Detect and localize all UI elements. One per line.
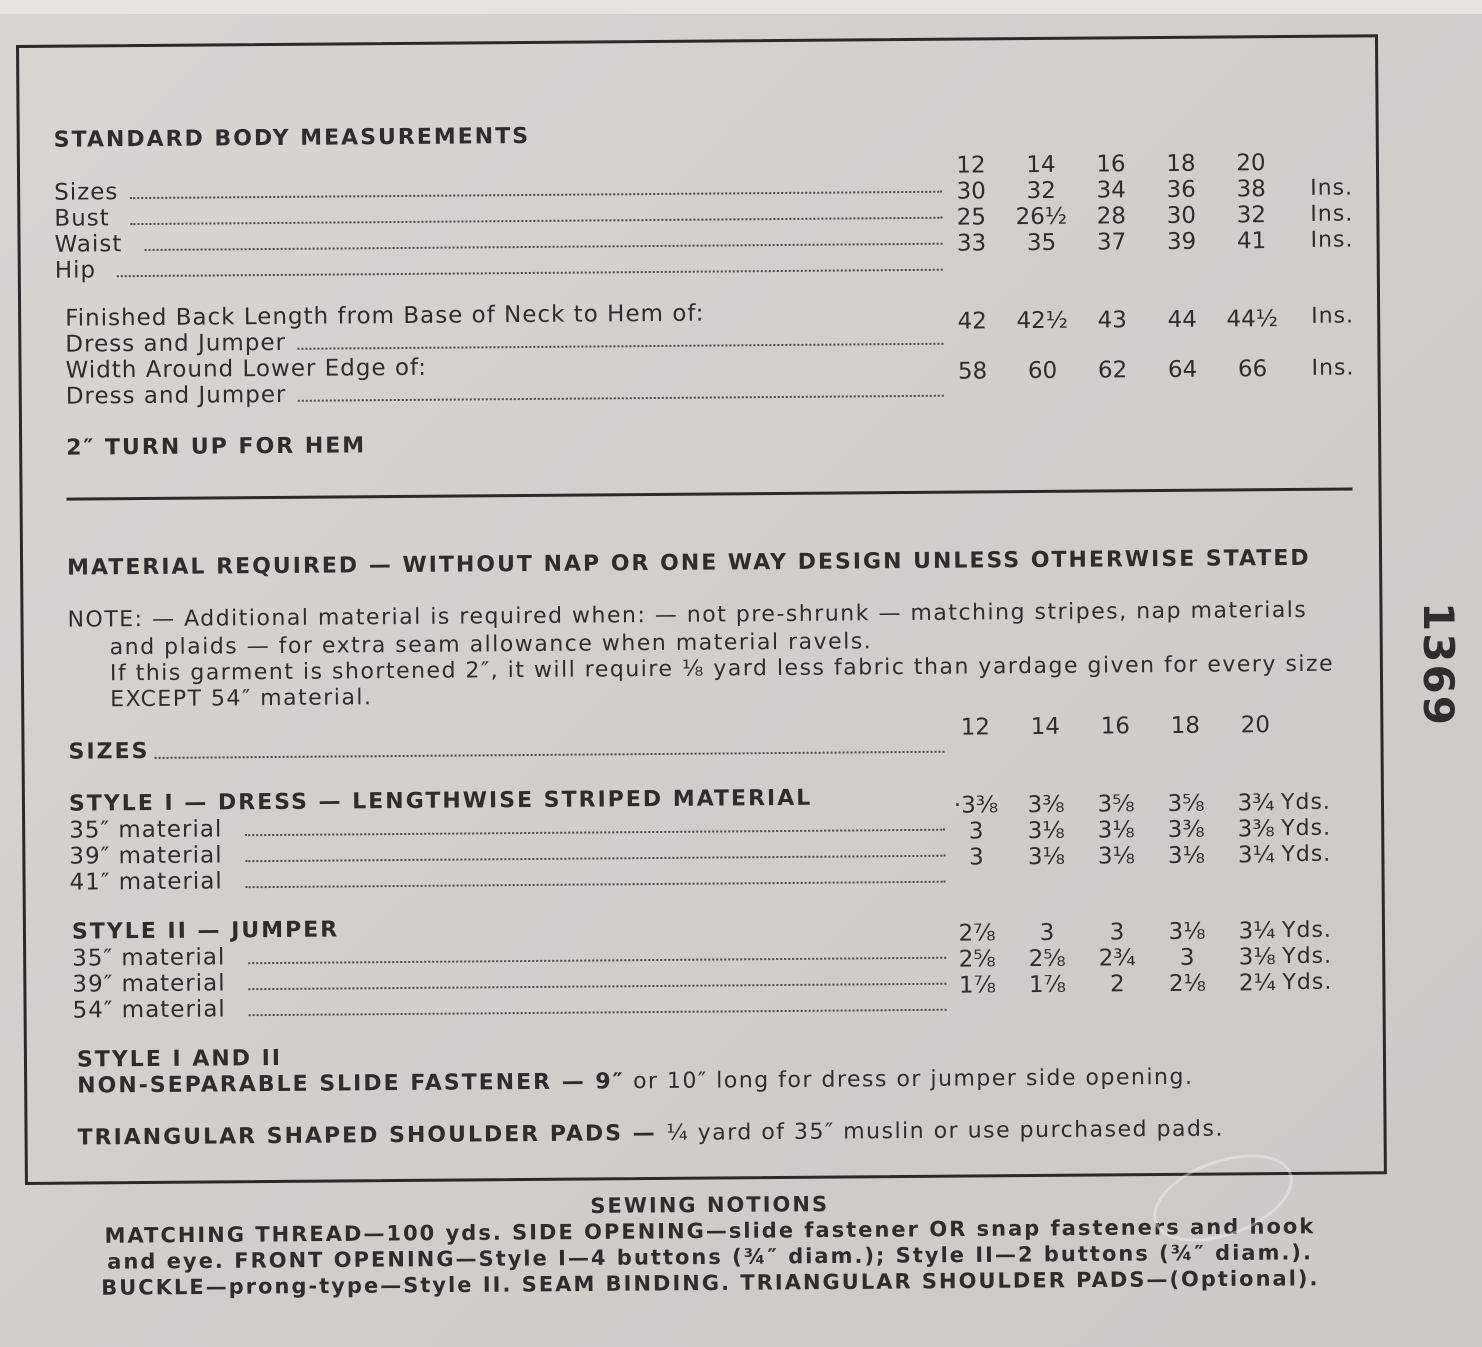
yardage-value: 3 <box>968 844 984 871</box>
material-size: 20 <box>1240 712 1271 739</box>
notions-line: BUCKLE—prong-type—Style II. SEAM BINDING. TRIANGULAR SHOULDER PADS—(Optional). <box>101 1266 1320 1300</box>
style2-heading: STYLE II — JUMPER <box>71 917 340 945</box>
yardage-value: 3¼ <box>1237 842 1275 869</box>
fastener-rest: or 10″ long for dress or jumper side opening. <box>624 1064 1194 1095</box>
hip-value: 37 <box>1096 229 1127 256</box>
pads-line <box>77 1117 1224 1151</box>
leader-line <box>245 855 945 862</box>
section-divider <box>67 488 1353 501</box>
yardage-value: 2¾ <box>1098 945 1136 972</box>
back-length-value: 42 <box>957 308 987 335</box>
unit-label: Ins. <box>1310 175 1354 201</box>
bust-value: 38 <box>1236 176 1266 203</box>
style-both-heading: STYLE I AND II <box>76 1045 283 1073</box>
yardage-value: 3⅛ <box>1168 918 1206 945</box>
yardage-value: 3⅜ <box>1237 816 1275 843</box>
yardage-value: 3¾ <box>1237 790 1275 817</box>
bust-value: 36 <box>1166 176 1196 203</box>
yardage-value: 2⅝ <box>958 946 996 973</box>
pattern-number: 1369 <box>1413 602 1463 727</box>
unit-label: Yds. <box>1281 815 1332 842</box>
yardage-value: 3¼ <box>1238 918 1276 945</box>
back-length-value: 44 <box>1167 306 1197 333</box>
sizes-label: Sizes <box>54 179 119 206</box>
bust-value: 34 <box>1096 177 1126 204</box>
leader-line <box>249 1009 947 1016</box>
yardage-value: 3⅜ <box>1027 791 1065 819</box>
fastener-bold: NON-SEPARABLE SLIDE FASTENER — 9″ <box>77 1069 625 1099</box>
unit-label: Ins. <box>1310 201 1354 227</box>
width-value: 64 <box>1167 356 1198 383</box>
style2-row-label: 35″ material <box>72 944 226 972</box>
yardage-value: 2¼ <box>1238 970 1276 997</box>
yardage-value: ·3⅜ <box>953 792 999 819</box>
size-value: 20 <box>1236 150 1266 177</box>
leader-line <box>298 395 944 402</box>
leader-line <box>155 751 945 759</box>
style1-row-label: 41″ material <box>69 868 223 896</box>
leader-line <box>248 983 946 990</box>
width-value: 60 <box>1027 357 1058 385</box>
notions-title: SEWING NOTIONS <box>590 1192 830 1218</box>
leader-line <box>297 343 943 350</box>
back-length-label: Dress and Jumper <box>65 329 287 358</box>
style1-row-label: 39″ material <box>69 842 223 870</box>
bust-label: Bust <box>54 205 110 232</box>
hip-value: 33 <box>956 230 987 257</box>
width-value: 58 <box>957 358 988 385</box>
material-note-line: NOTE: — Additional material is required when: — not pre-shrunk — matching stripes, nap materials <box>67 597 1308 633</box>
waist-value: 30 <box>1166 202 1197 229</box>
hip-label: Hip <box>54 257 97 284</box>
notions-line: and eye. FRONT OPENING—Style I—4 buttons (¾″ diam.); Style II—2 buttons (¾″ diam.). <box>107 1240 1314 1274</box>
unit-label: Ins. <box>1310 227 1354 253</box>
pads-rest: ¼ yard of 35″ muslin or use purchased pads. <box>666 1116 1225 1146</box>
yardage-value: 1⅞ <box>1028 971 1066 999</box>
yardage-value: 3 <box>1039 919 1055 946</box>
leader-line <box>246 881 946 888</box>
width-lower-heading: Width Around Lower Edge of: <box>65 354 428 384</box>
material-title: MATERIAL REQUIRED — WITHOUT NAP OR ONE WAY DESIGN UNLESS OTHERWISE STATED <box>67 545 1311 581</box>
yardage-value: 3⅛ <box>1097 817 1135 844</box>
back-length-heading: Finished Back Length from Base of Neck to Hem of: <box>65 300 705 332</box>
material-size: 18 <box>1170 712 1201 739</box>
size-value: 16 <box>1096 151 1126 178</box>
leader-line <box>130 191 942 199</box>
material-note-line: If this garment is shortened 2″, it will require ⅛ yard less fabric than yardage given for every size <box>109 651 1335 687</box>
material-size: 12 <box>960 714 991 741</box>
yardage-value: 2 <box>1109 971 1125 998</box>
hip-value: 35 <box>1026 229 1057 257</box>
unit-label: Ins. <box>1311 303 1355 329</box>
yardage-value: 1⅞ <box>958 972 996 999</box>
leader-line <box>130 217 942 225</box>
unit-label: Yds. <box>1282 969 1333 996</box>
size-value: 12 <box>956 152 986 179</box>
bust-value: 30 <box>956 178 986 205</box>
material-sizes-label: SIZES <box>68 738 150 765</box>
material-size: 14 <box>1030 713 1061 741</box>
width-lower-label: Dress and Jumper <box>65 381 287 410</box>
yardage-value: 3⅛ <box>1097 843 1135 870</box>
yardage-value: 2⅝ <box>1028 945 1066 973</box>
leader-line <box>248 957 946 964</box>
yardage-value: 2⅛ <box>1168 970 1206 997</box>
yardage-value: 3 <box>1109 919 1125 946</box>
measurement-chart-frame <box>16 34 1387 1185</box>
material-note-line: and plaids — for extra seam allowance when material ravels. <box>109 629 873 661</box>
hem-note: 2″ TURN UP FOR HEM <box>66 433 367 461</box>
unit-label: Ins. <box>1311 355 1355 381</box>
style2-row-label: 54″ material <box>72 996 226 1024</box>
waist-value: 25 <box>956 204 987 231</box>
hip-value: 39 <box>1166 228 1197 255</box>
style1-row-label: 35″ material <box>69 816 223 844</box>
yardage-value: 3⅛ <box>1027 843 1065 871</box>
style2-row-label: 39″ material <box>72 970 226 998</box>
unit-label: Yds. <box>1282 943 1333 970</box>
paper-top-edge <box>0 0 1482 14</box>
width-value: 66 <box>1237 356 1268 383</box>
unit-label: Yds. <box>1281 841 1332 868</box>
size-value: 18 <box>1166 150 1196 177</box>
waist-value: 28 <box>1096 203 1127 230</box>
yardage-value: 3⅝ <box>1167 790 1205 817</box>
yardage-value: 3 <box>968 818 984 845</box>
bust-value: 32 <box>1026 177 1056 205</box>
style1-heading: STYLE I — DRESS — LENGTHWISE STRIPED MATERIAL <box>68 785 813 817</box>
leader-line <box>117 269 943 277</box>
back-length-value: 44½ <box>1226 306 1279 333</box>
notions-line: MATCHING THREAD—100 yds. SIDE OPENING—slide fastener OR snap fasteners and hook <box>104 1214 1316 1248</box>
material-note-line: EXCEPT 54″ material. <box>110 685 373 713</box>
pads-bold: TRIANGULAR SHAPED SHOULDER PADS — <box>77 1120 667 1151</box>
yardage-value: 3 <box>1179 944 1195 971</box>
leader-line <box>245 829 945 836</box>
back-length-value: 43 <box>1097 307 1127 334</box>
leader-line <box>145 243 943 251</box>
yardage-value: 3⅛ <box>1167 842 1205 869</box>
unit-label: Yds. <box>1281 917 1332 944</box>
waist-value: 26½ <box>1015 203 1068 231</box>
material-size: 16 <box>1100 713 1131 740</box>
yardage-value: 3⅜ <box>1167 816 1205 843</box>
size-value: 14 <box>1026 151 1056 179</box>
yardage-value: 3⅝ <box>1097 791 1135 818</box>
waist-value: 32 <box>1236 202 1267 229</box>
unit-label: Yds. <box>1280 789 1331 816</box>
waist-label: Waist <box>54 231 123 258</box>
yardage-value: 2⅞ <box>958 920 996 947</box>
yardage-value: 3⅛ <box>1027 817 1065 845</box>
hip-value: 41 <box>1236 228 1267 255</box>
back-length-value: 42½ <box>1016 307 1069 335</box>
measurements-title: STANDARD BODY MEASUREMENTS <box>53 123 531 153</box>
yardage-value: 3⅛ <box>1238 944 1276 971</box>
width-value: 62 <box>1097 357 1128 384</box>
